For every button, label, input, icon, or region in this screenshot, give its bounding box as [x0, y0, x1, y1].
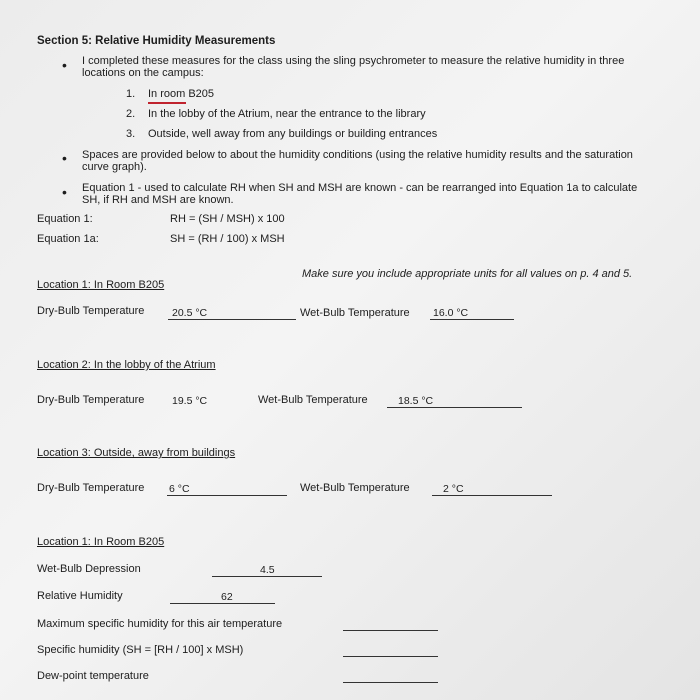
answer-line: [167, 495, 287, 496]
location3-heading: Location 3: Outside, away from buildings: [37, 447, 236, 459]
equation1-label: Equation 1:: [37, 213, 93, 225]
location1-dry-value: 20.5 °C: [172, 307, 208, 319]
location1-wet-label: Wet-Bulb Temperature: [300, 307, 410, 319]
answer-line: [212, 576, 322, 577]
location2-wet-label: Wet-Bulb Temperature: [258, 394, 368, 406]
answer-line: [387, 407, 522, 408]
max-specific-humidity-label: Maximum specific humidity for this air temperature: [37, 618, 283, 630]
location3-dry-label: Dry-Bulb Temperature: [37, 482, 145, 494]
wet-bulb-depression-value: 4.5: [260, 564, 275, 576]
units-note: Make sure you include appropriate units for all values on p. 4 and 5.: [302, 268, 633, 280]
bullet2-line1: Spaces are provided below to about the humidity conditions (using the relative humidity results and the saturation: [82, 149, 633, 161]
list-number: 1.: [126, 88, 136, 100]
bullet2-line2: curve graph).: [82, 161, 147, 173]
location2-wet-value: 18.5 °C: [398, 395, 434, 407]
location3-wet-value: 2 °C: [443, 483, 464, 495]
list-number: 3.: [126, 128, 136, 140]
answer-line: [432, 495, 552, 496]
bullet-dot: •: [62, 150, 67, 166]
bullet-dot: •: [62, 57, 67, 73]
bullet1-line2: locations on the campus:: [82, 67, 204, 79]
specific-humidity-label: Specific humidity (SH = [RH / 100] x MSH): [37, 644, 244, 656]
location1-wet-value: 16.0 °C: [433, 307, 469, 319]
list-item-atrium: In the lobby of the Atrium, near the entrance to the library: [148, 108, 426, 120]
bullet-dot: •: [62, 184, 67, 200]
answer-line: [343, 630, 438, 631]
answer-line: [168, 319, 296, 320]
equation1a-formula: SH = (RH / 100) x MSH: [170, 233, 285, 245]
bullet3-line1: Equation 1 - used to calculate RH when SH and MSH are known - can be rearranged into Equation 1a to calculate: [82, 182, 638, 194]
answer-line: [343, 682, 438, 683]
calc1-heading: Location 1: In Room B205: [37, 536, 165, 548]
location3-wet-label: Wet-Bulb Temperature: [300, 482, 410, 494]
list-item-room: In room B205: [148, 88, 215, 100]
bullet1-line1: I completed these measures for the class using the sling psychrometer to measure the relative humidity in three: [82, 55, 625, 67]
location1-heading: Location 1: In Room B205: [37, 279, 165, 291]
section-title: Section 5: Relative Humidity Measurements: [37, 35, 276, 47]
wet-bulb-depression-label: Wet-Bulb Depression: [37, 563, 141, 575]
location3-dry-value: 6 °C: [169, 483, 190, 495]
location2-dry-label: Dry-Bulb Temperature: [37, 394, 145, 406]
bullet3-line2: SH, if RH and MSH are known.: [82, 194, 234, 206]
relative-humidity-label: Relative Humidity: [37, 590, 123, 602]
answer-line: [430, 319, 514, 320]
equation1-formula: RH = (SH / MSH) x 100: [170, 213, 285, 225]
list-item-outside: Outside, well away from any buildings or building entrances: [148, 128, 438, 140]
list-number: 2.: [126, 108, 136, 120]
location2-dry-value: 19.5 °C: [172, 395, 208, 407]
red-underline: [148, 102, 186, 104]
relative-humidity-value: 62: [221, 591, 233, 603]
location2-heading: Location 2: In the lobby of the Atrium: [37, 359, 216, 371]
location1-dry-label: Dry-Bulb Temperature: [37, 305, 145, 317]
equation1a-label: Equation 1a:: [37, 233, 99, 245]
answer-line: [343, 656, 438, 657]
dew-point-label: Dew-point temperature: [37, 670, 149, 682]
answer-line: [170, 603, 275, 604]
